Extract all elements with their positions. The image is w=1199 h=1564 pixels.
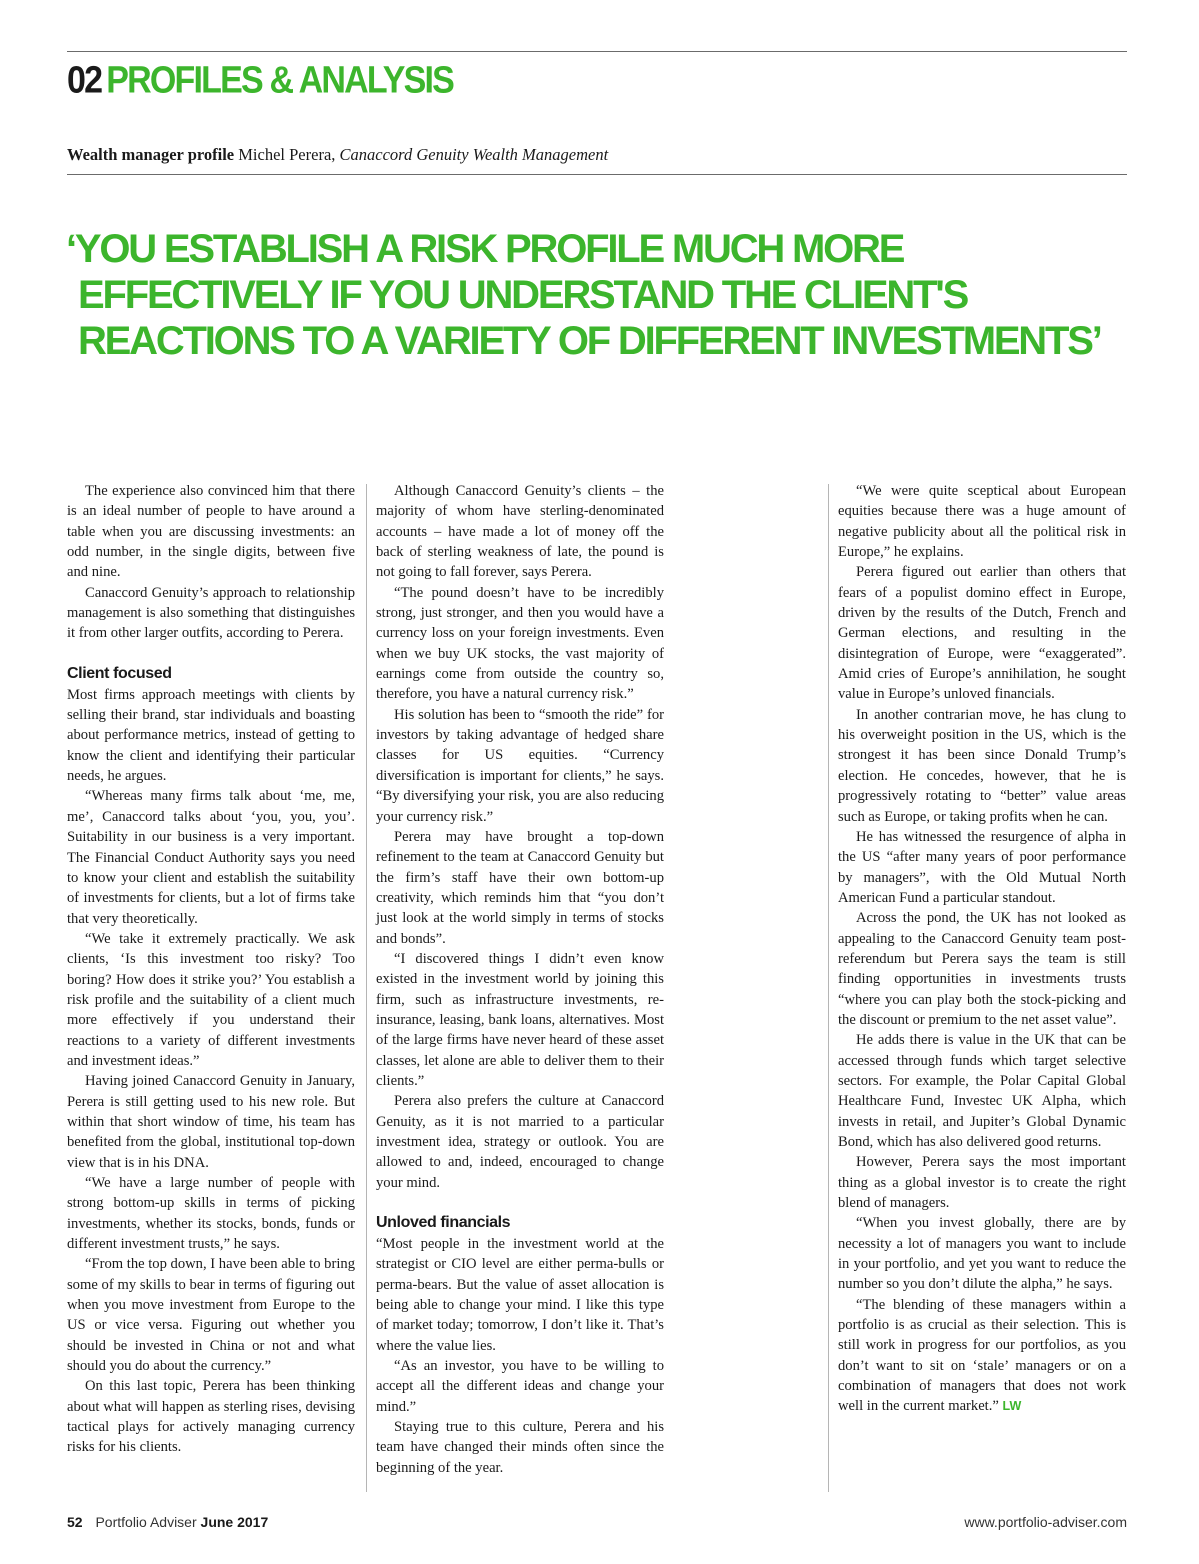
- footer-left: [67, 1514, 268, 1530]
- section-name: PROFILES & ANALYSIS: [106, 58, 454, 102]
- footer-url[interactable]: www.portfolio-adviser.com: [964, 1514, 1127, 1530]
- paragraph: “From the top down, I have been able to bring some of my skills to bear in terms of figuring out when you move investment from Europe to the US or vice versa. Figuring out whether you should be invested in China or not and what should you do about the currency.”: [67, 1256, 355, 1375]
- paragraph-text: “The blending of these managers within a portfolio is as crucial as their selection. This is still work in progress for our portfolios, as you don’t want to sit on ‘stale’ managers or on a combination of managers that does not work well in the current market.”: [838, 1296, 1126, 1415]
- paragraph: Across the pond, the UK has not looked as appealing to the Canaccord Genuity team post-referendum but Perera says the team is still finding opportunities in investments trusts “where you can play both the stock-picking and the discount or premium to the net asset value”.: [838, 910, 1126, 1028]
- profile-name: Michel Perera,: [238, 145, 336, 164]
- author-signature: LW: [1002, 1399, 1022, 1414]
- pull-quote: [66, 226, 1146, 364]
- paragraph: “As an investor, you have to be willing to accept all the different ideas and change your mind.”: [376, 1358, 664, 1415]
- paragraph: Canaccord Genuity’s approach to relationship management is also something that distinguishes it from other larger outfits, according to Perera.: [67, 584, 355, 642]
- top-rule: [67, 51, 1127, 52]
- profile-company: Canaccord Genuity Wealth Management: [339, 145, 609, 164]
- article-column-1: [67, 481, 355, 1458]
- pull-quote-line: ‘YOU ESTABLISH A RISK PROFILE MUCH MORE: [66, 227, 904, 271]
- paragraph: His solution has been to “smooth the ride” for investors by taking advantage of hedged share classes for US equities. “Currency diversification is important for clients,” he says. “By diversifying your risk, you are also reducing your currency risk.”: [376, 706, 664, 825]
- subheader-rule: [67, 174, 1127, 175]
- paragraph: The experience also convinced him that there is an ideal number of people to have around a table when you are discussing investments: an odd number, in the single digits, between five and nine.: [67, 483, 355, 581]
- paragraph: Having joined Canaccord Genuity in January, Perera is still getting used to his new role. But within that short window of time, his team has benefited from the global, institutional top-down view that is in his DNA.: [67, 1073, 355, 1171]
- paragraph: “Most people in the investment world at the strategist or CIO level are either perma-bulls or perma-bears. But the value of asset allocation is being able to change your mind. I like this type of market today; tomorrow, I don’t like it. That’s where the value lies.: [376, 1236, 664, 1354]
- profile-kicker: Wealth manager profile: [67, 145, 235, 164]
- paragraph: Staying true to this culture, Perera and his team have changed their minds often since the beginning of the year.: [376, 1419, 664, 1476]
- paragraph: On this last topic, Perera has been thinking about what will happen as sterling rises, devising tactical plays for actively managing currency risks for his clients.: [67, 1378, 355, 1456]
- column-divider: [366, 484, 367, 1492]
- footer-publication: Portfolio Adviser: [95, 1514, 197, 1530]
- paragraph: Perera figured out earlier than others that fears of a populist domino effect in Europe, driven by the results of the Dutch, French and German elections, and resulting in the disintegration of Europe, were “exaggerated”. Amid cries of Europe’s annihilation, he sought value in Europe’s unloved financials.: [838, 564, 1126, 703]
- pull-quote-line: REACTIONS TO A VARIETY OF DIFFERENT INVESTMENTS’: [78, 319, 1101, 363]
- paragraph: In another contrarian move, he has clung to his overweight position in the US, which is the strongest it has been since Donald Trump’s election. He concedes, however, that he is progressively rotating to “better” value areas such as Europe, or taking profits when he can.: [838, 706, 1126, 825]
- paragraph: Perera may have brought a top-down refinement to the team at Canaccord Genuity but the firm’s staff have their own bottom-up creativity, which reminds him that “you don’t just look at the world simply in terms of stocks and bonds”.: [376, 828, 664, 947]
- paragraph: He adds there is value in the UK that can be accessed through funds which target selective sectors. For example, the Polar Capital Global Healthcare Fund, Investec UK Alpha, which invests in retail, and Jupiter’s Global Dynamic Bond, which has also delivered good returns.: [838, 1032, 1126, 1150]
- paragraph: “We have a large number of people with strong bottom-up skills in terms of picking investments, whether its stocks, bonds, funds or different investment trusts,” he says.: [67, 1175, 355, 1253]
- section-number: 02: [67, 58, 102, 102]
- subheading-client-focused: Client focused: [67, 664, 172, 682]
- paragraph: “When you invest globally, there are by necessity a lot of managers you want to include in your portfolio, and yet you want to reduce the number so you don’t dilute the alpha,” he says.: [838, 1215, 1126, 1293]
- page-number: 52: [67, 1514, 83, 1530]
- column-divider: [828, 484, 829, 1492]
- paragraph: “We were quite sceptical about European equities because there was a huge amount of negative publicity about all the political risk in Europe,” he explains.: [838, 483, 1126, 561]
- subheading-unloved-financials: Unloved financials: [376, 1214, 511, 1232]
- footer-date: June 2017: [200, 1514, 269, 1530]
- paragraph: “We take it extremely practically. We ask clients, ‘Is this investment too risky? Too boring? How does it strike you?’ You establish a risk profile and the suitability of a client much more effectively if you understand their reactions to a variety of different investments and investment ideas.”: [67, 930, 355, 1069]
- paragraph: Although Canaccord Genuity’s clients – the majority of whom have sterling-denominated accounts – have made a lot of money off the back of sterling weakness of late, the pound is not going to fall forever, says Perera.: [376, 483, 664, 581]
- paragraph: “The pound doesn’t have to be incredibly strong, just stronger, and then you would have a currency loss on your foreign investments. Even when we buy UK stocks, the vast majority of earnings come from outside the country so, therefore, you have a natural currency risk.”: [376, 584, 664, 703]
- article-column-2: [376, 481, 664, 1478]
- paragraph: [838, 1295, 1126, 1417]
- paragraph: “Whereas many firms talk about ‘me, me, me’, Canaccord talks about ‘you, you, you’. Suitability in our business is a very important. The Financial Conduct Authority says you need to know your client and establish the suitability of investments for clients, but a lot of firms take that very theoretically.: [67, 788, 355, 927]
- section-header: [67, 60, 453, 100]
- pull-quote-line: EFFECTIVELY IF YOU UNDERSTAND THE CLIENT'S: [78, 273, 968, 317]
- paragraph: He has witnessed the resurgence of alpha in the US “after many years of poor performance by managers”, with the Old Mutual North American Fund a particular standout.: [838, 828, 1126, 906]
- paragraph: However, Perera says the most important thing as a global investor is to create the right blend of managers.: [838, 1154, 1126, 1212]
- paragraph: Most firms approach meetings with clients by selling their brand, star individuals and boasting about performance metrics, instead of getting to know the client and identifying their particular needs, he argues.: [67, 686, 355, 785]
- paragraph: “I discovered things I didn’t even know existed in the investment world by joining this firm, such as infrastructure investments, re-insurance, leasing, bank loans, alternatives. Most of the large firms have never heard of these asset classes, let alone are able to deliver them to their clients.”: [376, 950, 664, 1089]
- article-column-3: [838, 481, 1126, 1417]
- profile-line: [67, 145, 608, 165]
- paragraph: Perera also prefers the culture at Canaccord Genuity, as it is not married to a particular investment idea, strategy or outlook. You are allowed to and, indeed, encouraged to change your mind.: [376, 1093, 664, 1191]
